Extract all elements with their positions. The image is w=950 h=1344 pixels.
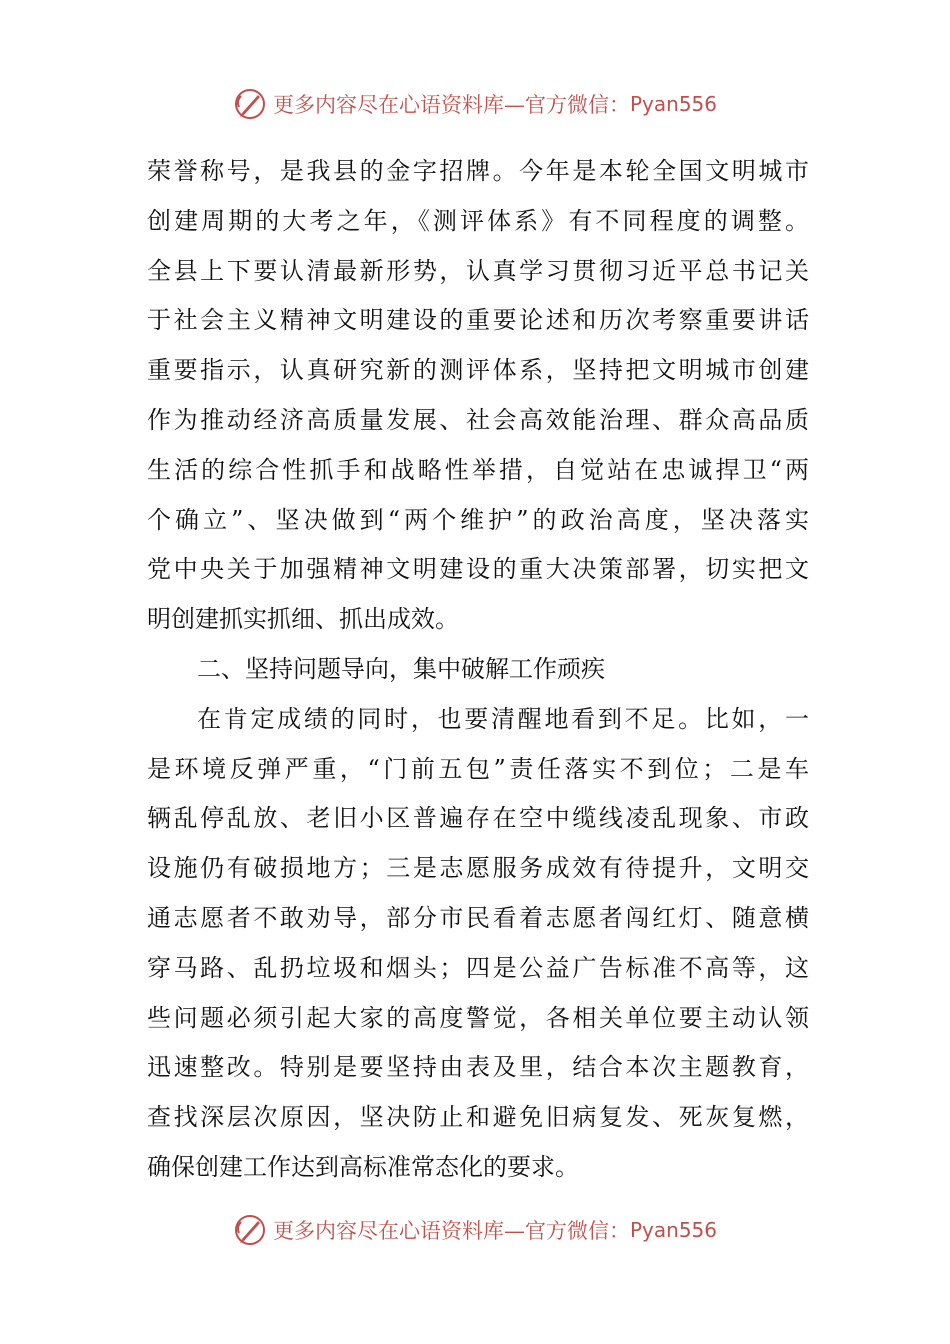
paragraph-line: 通志愿者不敢劝导，部分市民看着志愿者闯红灯、随意横 — [147, 903, 809, 932]
paragraph-line: 在肯定成绩的同时，也要清醒地看到不足。比如，一 — [197, 704, 809, 733]
watermark-text: 更多内容尽在心语资料库—官方微信： — [272, 1219, 630, 1243]
paragraph-line: 创建周期的大考之年，《测评体系》有不同程度的调整。 — [147, 206, 809, 235]
paragraph-line: 是环境反弹严重，“门前五包”责任落实不到位；二是车 — [147, 754, 809, 783]
paragraph-line: 于社会主义精神文明建设的重要论述和历次考察重要讲话 — [147, 306, 809, 335]
pen-logo-icon — [233, 1213, 267, 1247]
watermark-wechat-id: Pyan556 — [629, 1218, 717, 1242]
paragraph-line: 穿马路、乱扔垃圾和烟头；四是公益广告标准不高等，这 — [147, 953, 809, 982]
paragraph-line: 设施仍有破损地方；三是志愿服务成效有待提升，文明交 — [147, 854, 809, 883]
watermark-header — [0, 84, 950, 124]
paragraph-line: 党中央关于加强精神文明建设的重大决策部署，切实把文 — [147, 555, 809, 584]
paragraph-line: 查找深层次原因，坚决防止和避免旧病复发、死灰复燃， — [147, 1103, 809, 1132]
document-body — [147, 147, 809, 1193]
paragraph-line: 明创建抓实抓细、抓出成效。 — [147, 605, 459, 634]
paragraph-line: 作为推动经济高质量发展、社会高效能治理、群众高品质 — [147, 405, 809, 434]
paragraph-line: 荣誉称号，是我县的金字招牌。今年是本轮全国文明城市 — [147, 157, 809, 185]
paragraph-line: 确保创建工作达到高标准常态化的要求。 — [147, 1152, 579, 1181]
paragraph-line: 些问题必须引起大家的高度警觉，各相关单位要主动认领 — [147, 1003, 809, 1032]
paragraph-line: 迅速整改。特别是要坚持由表及里，结合本次主题教育， — [147, 1053, 809, 1082]
pen-logo-icon — [233, 87, 267, 121]
paragraph-line: 生活的综合性抓手和战略性举措，自觉站在忠诚捍卫“两 — [147, 455, 809, 484]
paragraph-line: 全县上下要认清最新形势，认真学习贯彻习近平总书记关 — [147, 256, 809, 285]
paragraph-line: 个确立”、坚决做到“两个维护”的政治高度，坚决落实 — [147, 505, 809, 534]
watermark-wechat-id: Pyan556 — [629, 92, 717, 116]
paragraph-line: 辆乱停乱放、老旧小区普遍存在空中缆线凌乱现象、市政 — [147, 804, 809, 833]
paragraph-line: 重要指示，认真研究新的测评体系，坚持把文明城市创建 — [147, 356, 809, 385]
watermark-text: 更多内容尽在心语资料库—官方微信： — [272, 93, 630, 117]
watermark-footer — [0, 1210, 950, 1250]
section-heading: 二、坚持问题导向，集中破解工作顽疾 — [197, 654, 605, 683]
